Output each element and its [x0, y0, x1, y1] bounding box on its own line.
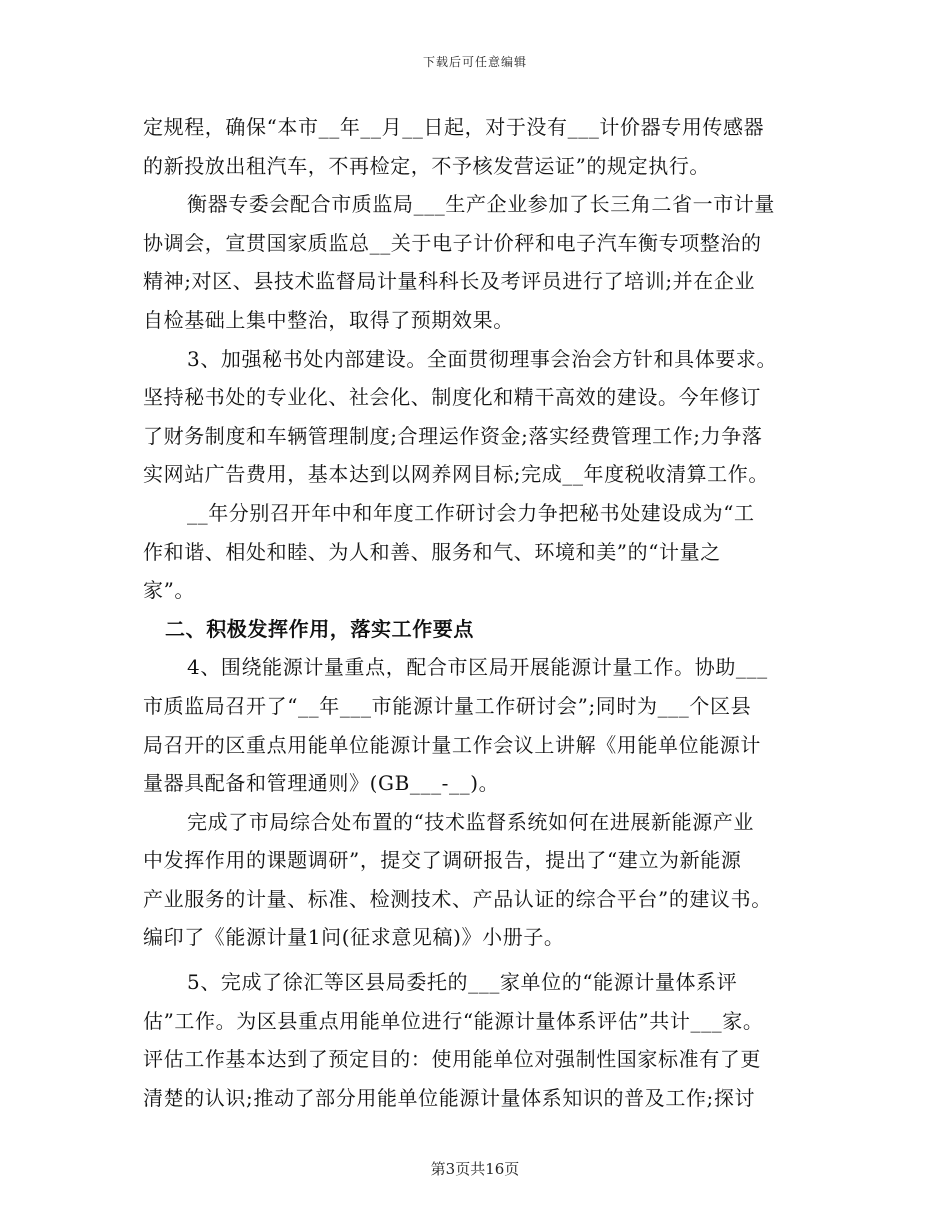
- body-line: 局召开的区重点用能单位能源计量工作会议上讲解《用能单位能源计: [143, 732, 761, 757]
- paragraph-start: 4、围绕能源计量重点，配合市区局开展能源计量工作。协助___: [187, 655, 768, 680]
- body-line: 了财务制度和车辆管理制度;合理运作资金;落实经费管理工作;力争落: [143, 423, 763, 448]
- page-header: 下载后可任意编辑: [422, 55, 527, 69]
- paragraph-start: 完成了市局综合处布置的“技术监督系统如何在进展新能源产业: [187, 809, 755, 834]
- body-line: 坚持秘书处的专业化、社会化、制度化和精干高效的建设。今年修订: [143, 385, 761, 410]
- body-line: 清楚的认识;推动了部分用能单位能源计量体系知识的普及工作;探讨: [143, 1085, 756, 1110]
- body-line: 产业服务的计量、标准、检测技术、产品认证的综合平台”的建议书。: [143, 886, 772, 911]
- body-line: 编印了《能源计量1问(征求意见稿)》小册子。: [143, 925, 565, 950]
- paragraph-start: 5、完成了徐汇等区县局委托的___家单位的“能源计量体系评: [187, 970, 738, 995]
- paragraph-start: 3、加强秘书处内部建设。全面贯彻理事会治会方针和具体要求。: [187, 346, 778, 371]
- body-line: 协调会，宣贯国家质监总__关于电子计价秤和电子汽车衡专项整治的: [143, 230, 762, 255]
- body-line: 估”工作。为区县重点用能单位进行“能源计量体系评估”共计___家。: [143, 1008, 764, 1033]
- body-line: 实网站广告费用，基本达到以网养网目标;完成__年度税收清算工作。: [143, 462, 769, 487]
- body-line: 评估工作基本达到了预定目的：使用能单位对强制性国家标准有了更: [143, 1047, 761, 1072]
- paragraph-start: 衡器专委会配合市质监局___生产企业参加了长三角二省一市计量: [187, 192, 775, 217]
- body-line: 自检基础上集中整治，取得了预期效果。: [143, 307, 514, 332]
- body-line: 的新投放出租汽车，不再检定，不予核发营运证”的规定执行。: [143, 153, 711, 178]
- body-line: 定规程，确保“本市__年__月__日起，对于没有___计价器专用传感器: [143, 115, 765, 139]
- paragraph-start: __年分别召开年中和年度工作研讨会力争把秘书处建设成为“工: [187, 500, 755, 525]
- body-line: 作和谐、相处和睦、为人和善、服务和气、环境和美”的“计量之: [143, 539, 721, 564]
- body-line: 中发挥作用的课题调研”，提交了调研报告，提出了“建立为新能源: [143, 848, 742, 873]
- body-line: 市质监局召开了“__年___市能源计量工作研讨会”;同时为___个区县: [143, 693, 752, 718]
- body-line: 量器具配备和管理通则》(GB___-__)。: [143, 771, 500, 796]
- document-body: [143, 108, 815, 1117]
- body-line: 精神;对区、县技术监督局计量科科长及考评员进行了培训;并在企业: [143, 269, 756, 294]
- body-line: 家”。: [143, 578, 196, 603]
- section-heading: 二、积极发挥作用，落实工作要点: [165, 616, 474, 641]
- page-footer: 第3页共16页: [430, 1160, 520, 1178]
